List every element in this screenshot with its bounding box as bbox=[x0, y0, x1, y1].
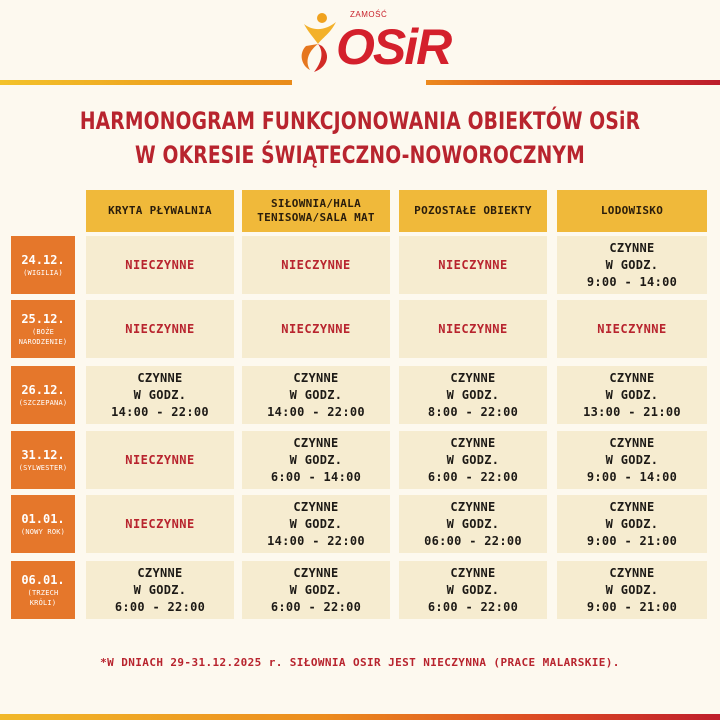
closed-text: NIECZYNNE bbox=[438, 322, 508, 336]
page-title-line2: W OKRESIE ŚWIĄTECZNO-NOWOROCZNYM bbox=[135, 141, 585, 169]
cell-open-hours bbox=[557, 495, 707, 553]
row-date-label bbox=[11, 495, 75, 553]
open-hours-range: 9:00 - 21:00 bbox=[586, 533, 678, 548]
row-date: 24.12. bbox=[21, 252, 65, 267]
open-hours-line: W GODZ. bbox=[133, 387, 187, 402]
cell-open-hours bbox=[557, 561, 707, 619]
cell-open-hours bbox=[86, 561, 234, 619]
cell-open-hours bbox=[242, 561, 390, 619]
open-hours-text bbox=[111, 370, 209, 421]
open-hours-text bbox=[115, 565, 205, 616]
column-header bbox=[399, 190, 547, 232]
open-hours-range: 8:00 - 22:00 bbox=[427, 404, 519, 419]
open-hours-line: W GODZ. bbox=[289, 582, 343, 597]
row-date-label bbox=[11, 431, 75, 489]
open-hours-range: 13:00 - 21:00 bbox=[583, 404, 681, 419]
closed-text: NIECZYNNE bbox=[125, 453, 195, 467]
closed-text: NIECZYNNE bbox=[597, 322, 667, 336]
athlete-figure-icon bbox=[292, 10, 342, 74]
open-hours-range: 9:00 - 14:00 bbox=[586, 274, 678, 289]
row-holiday-name: (SYLWESTER) bbox=[18, 463, 68, 472]
open-hours-line: W GODZ. bbox=[605, 452, 659, 467]
open-hours-line: W GODZ. bbox=[605, 516, 659, 531]
cell-open-hours bbox=[557, 366, 707, 424]
cell-open-hours bbox=[557, 236, 707, 294]
open-hours-line: CZYNNE bbox=[450, 565, 496, 580]
open-hours-line: W GODZ. bbox=[605, 582, 659, 597]
closed-text: NIECZYNNE bbox=[281, 258, 351, 272]
column-header bbox=[86, 190, 234, 232]
cell-open-hours bbox=[399, 366, 547, 424]
open-hours-text bbox=[267, 499, 365, 550]
row-date: 01.01. bbox=[21, 511, 65, 526]
osir-logo bbox=[292, 6, 451, 78]
open-hours-line: W GODZ. bbox=[446, 387, 500, 402]
top-stripe-left bbox=[0, 80, 292, 85]
open-hours-line: W GODZ. bbox=[289, 516, 343, 531]
open-hours-range: 6:00 - 14:00 bbox=[270, 469, 362, 484]
row-holiday-name: (SZCZEPANA) bbox=[18, 398, 68, 407]
cell-open-hours bbox=[242, 495, 390, 553]
row-holiday-name: (BOŻE NARODZENIE) bbox=[18, 327, 68, 346]
cell-closed bbox=[86, 495, 234, 553]
open-hours-line: CZYNNE bbox=[450, 370, 496, 385]
cell-closed bbox=[242, 300, 390, 358]
open-hours-text bbox=[587, 240, 677, 291]
open-hours-line: CZYNNE bbox=[609, 499, 655, 514]
open-hours-text bbox=[271, 565, 361, 616]
cell-open-hours bbox=[399, 431, 547, 489]
row-date-label bbox=[11, 236, 75, 294]
open-hours-line: CZYNNE bbox=[609, 370, 655, 385]
row-date: 06.01. bbox=[21, 572, 65, 587]
open-hours-range: 6:00 - 22:00 bbox=[270, 599, 362, 614]
open-hours-text bbox=[583, 370, 681, 421]
open-hours-line: CZYNNE bbox=[609, 435, 655, 450]
cell-closed bbox=[86, 236, 234, 294]
open-hours-text bbox=[424, 499, 522, 550]
closed-text: NIECZYNNE bbox=[438, 258, 508, 272]
row-date: 25.12. bbox=[21, 311, 65, 326]
cell-open-hours bbox=[86, 366, 234, 424]
open-hours-line: CZYNNE bbox=[609, 565, 655, 580]
row-holiday-name: (TRZECH KRÓLI) bbox=[27, 588, 59, 607]
page-title-line1: HARMONOGRAM FUNKCJONOWANIA OBIEKTÓW OSiR bbox=[79, 107, 641, 135]
open-hours-range: 6:00 - 22:00 bbox=[427, 599, 519, 614]
row-date-label bbox=[11, 300, 75, 358]
open-hours-line: CZYNNE bbox=[609, 240, 655, 255]
column-header-label: POZOSTAŁE OBIEKTY bbox=[414, 204, 532, 217]
open-hours-range: 14:00 - 22:00 bbox=[111, 404, 209, 419]
open-hours-line: CZYNNE bbox=[293, 499, 339, 514]
closed-text: NIECZYNNE bbox=[125, 517, 195, 531]
row-date: 26.12. bbox=[21, 382, 65, 397]
open-hours-line: W GODZ. bbox=[446, 516, 500, 531]
open-hours-range: 14:00 - 22:00 bbox=[267, 533, 365, 548]
open-hours-text bbox=[587, 565, 677, 616]
column-header-label: SIŁOWNIA/HALA TENISOWA/SALA MAT bbox=[257, 197, 375, 224]
cell-closed bbox=[86, 300, 234, 358]
open-hours-text bbox=[267, 370, 365, 421]
open-hours-range: 06:00 - 22:00 bbox=[424, 533, 522, 548]
open-hours-range: 9:00 - 14:00 bbox=[586, 469, 678, 484]
open-hours-line: CZYNNE bbox=[293, 370, 339, 385]
row-holiday-name: (WIGILIA) bbox=[23, 268, 63, 277]
column-header-label: KRYTA PŁYWALNIA bbox=[108, 204, 212, 217]
cell-closed bbox=[557, 300, 707, 358]
open-hours-range: 9:00 - 21:00 bbox=[586, 599, 678, 614]
cell-open-hours bbox=[242, 366, 390, 424]
open-hours-range: 6:00 - 22:00 bbox=[427, 469, 519, 484]
open-hours-line: W GODZ. bbox=[446, 452, 500, 467]
cell-closed bbox=[399, 236, 547, 294]
logo-wordmark: OSiR bbox=[336, 19, 451, 75]
open-hours-line: W GODZ. bbox=[605, 387, 659, 402]
closed-text: NIECZYNNE bbox=[125, 322, 195, 336]
open-hours-line: W GODZ. bbox=[289, 452, 343, 467]
cell-closed bbox=[399, 300, 547, 358]
open-hours-line: CZYNNE bbox=[450, 499, 496, 514]
bottom-stripe bbox=[0, 714, 720, 720]
cell-closed bbox=[86, 431, 234, 489]
open-hours-line: W GODZ. bbox=[446, 582, 500, 597]
open-hours-line: CZYNNE bbox=[450, 435, 496, 450]
open-hours-line: CZYNNE bbox=[293, 565, 339, 580]
row-date-label bbox=[11, 561, 75, 619]
cell-open-hours bbox=[242, 431, 390, 489]
cell-open-hours bbox=[399, 495, 547, 553]
column-header bbox=[242, 190, 390, 232]
cell-closed bbox=[242, 236, 390, 294]
open-hours-text bbox=[587, 499, 677, 550]
top-stripe-right bbox=[426, 80, 720, 85]
column-header bbox=[557, 190, 707, 232]
open-hours-text bbox=[428, 565, 518, 616]
open-hours-text bbox=[428, 435, 518, 486]
open-hours-line: W GODZ. bbox=[133, 582, 187, 597]
row-holiday-name: (NOWY ROK) bbox=[20, 527, 66, 536]
open-hours-line: CZYNNE bbox=[137, 370, 183, 385]
open-hours-range: 14:00 - 22:00 bbox=[267, 404, 365, 419]
cell-open-hours bbox=[557, 431, 707, 489]
open-hours-text bbox=[271, 435, 361, 486]
open-hours-text bbox=[428, 370, 518, 421]
open-hours-line: W GODZ. bbox=[289, 387, 343, 402]
open-hours-line: CZYNNE bbox=[137, 565, 183, 580]
closed-text: NIECZYNNE bbox=[281, 322, 351, 336]
logo-city-text: ZAMOŚĆ bbox=[350, 10, 388, 19]
row-date-label bbox=[11, 366, 75, 424]
cell-open-hours bbox=[399, 561, 547, 619]
open-hours-range: 6:00 - 22:00 bbox=[114, 599, 206, 614]
footnote: *W DNIACH 29-31.12.2025 r. SIŁOWNIA OSIR JEST NIECZYNNA (PRACE MALARSKIE). bbox=[100, 656, 620, 669]
row-date: 31.12. bbox=[21, 447, 65, 462]
closed-text: NIECZYNNE bbox=[125, 258, 195, 272]
column-header-label: LODOWISKO bbox=[600, 204, 664, 217]
open-hours-line: CZYNNE bbox=[293, 435, 339, 450]
open-hours-text bbox=[587, 435, 677, 486]
open-hours-line: W GODZ. bbox=[605, 257, 659, 272]
